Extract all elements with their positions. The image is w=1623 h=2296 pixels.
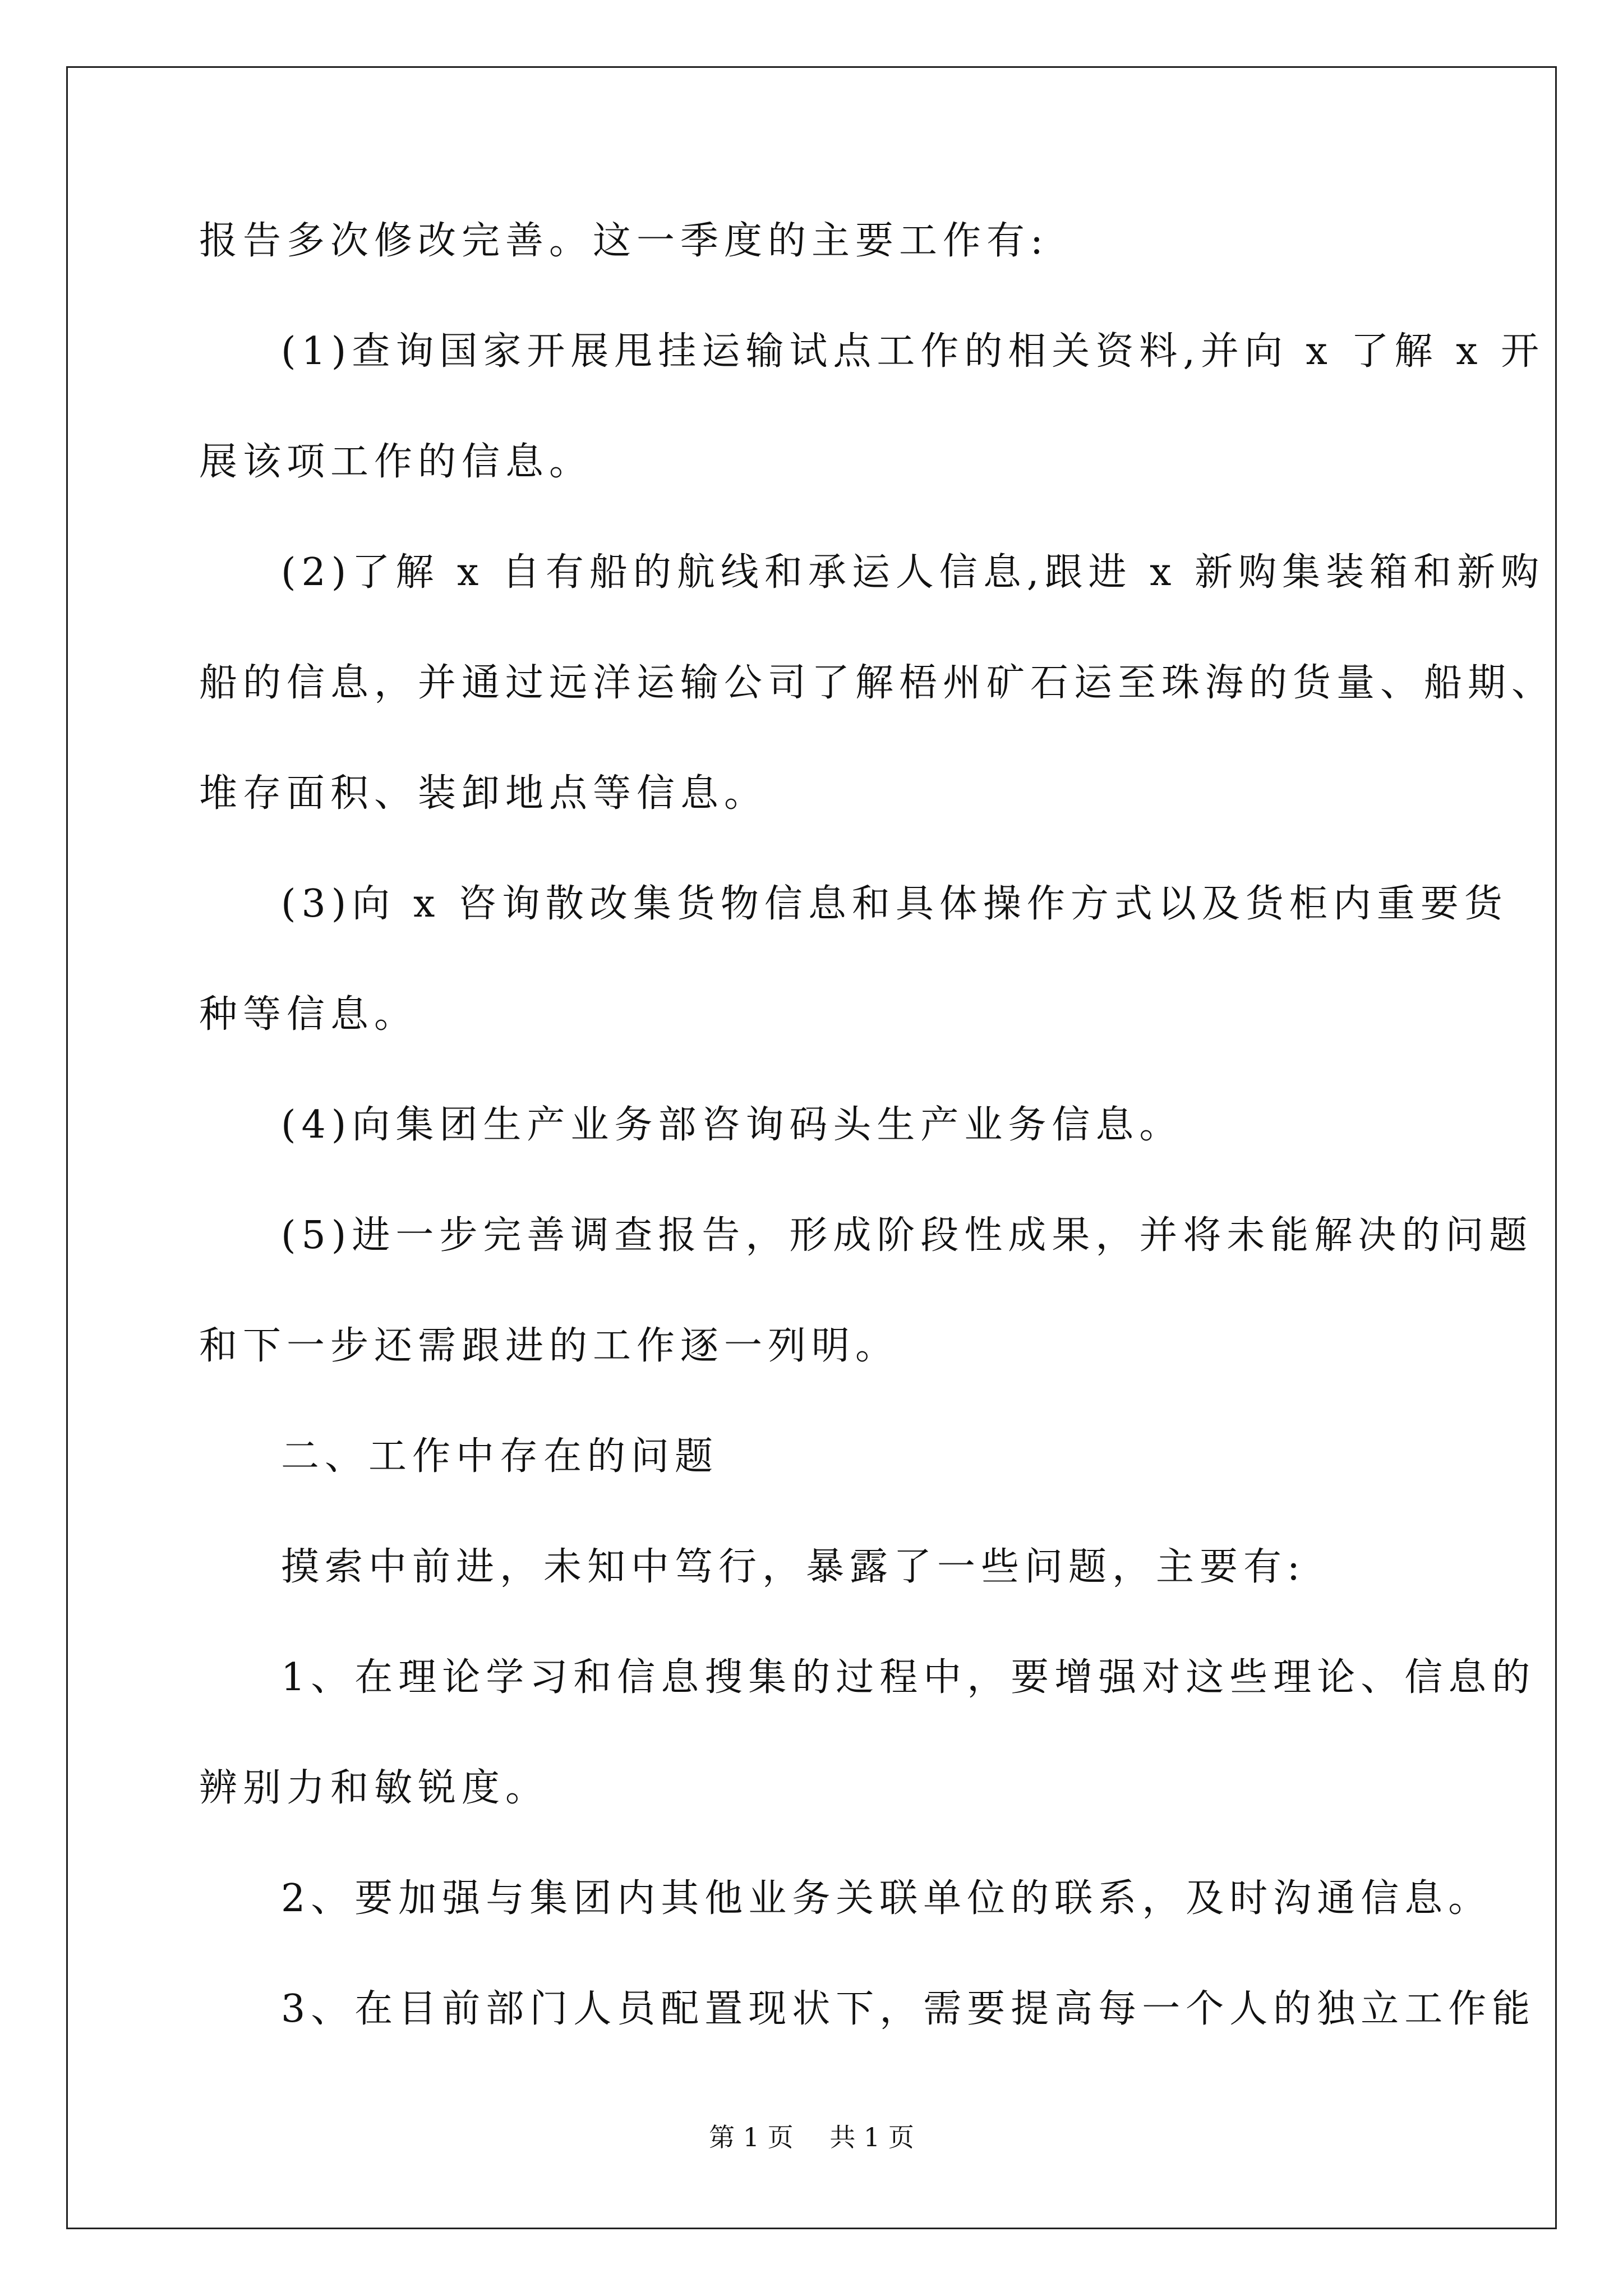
text-line: 3、在目前部门人员配置现状下，需要提高每一个人的独立工作能 — [281, 1987, 1536, 2031]
page-footer — [0, 2120, 1623, 2154]
document-body — [199, 213, 1556, 2092]
text-line: 1、在理论学习和信息搜集的过程中，要增强对这些理论、信息的 — [281, 1655, 1536, 1700]
text-line: 船的信息，并通过远洋运输公司了解梧州矿石运至珠海的货量、船期、 — [199, 661, 1556, 705]
text-line: 摸索中前进，未知中笃行，暴露了一些问题，主要有: — [281, 1545, 1306, 1589]
text-line: 报告多次修改完善。这一季度的主要工作有: — [199, 219, 1049, 263]
text-line: (4)向集团生产业务部咨询码头生产业务信息。 — [281, 1103, 1183, 1147]
section-heading: 二、工作中存在的问题 — [281, 1434, 719, 1479]
text-line: (3)向 x 咨询散改集货物信息和具体操作方式以及货柜内重要货 — [281, 882, 1508, 926]
text-line: 辨别力和敏锐度。 — [199, 1766, 550, 1810]
text-line: (1)查询国家开展甩挂运输试点工作的相关资料,并向 x 了解 x 开 — [281, 329, 1545, 374]
text-line: 和下一步还需跟进的工作逐一列明。 — [199, 1324, 900, 1368]
text-line: 2、要加强与集团内其他业务关联单位的联系，及时沟通信息。 — [281, 1876, 1492, 1921]
text-line: 堆存面积、装卸地点等信息。 — [199, 771, 768, 816]
page-number: 第 1 页 — [709, 2122, 794, 2152]
text-line: 展该项工作的信息。 — [199, 440, 593, 484]
page-total: 共 1 页 — [829, 2122, 914, 2152]
text-line: (5)进一步完善调查报告，形成阶段性成果，并将未能解决的问题 — [281, 1213, 1533, 1258]
text-line: 种等信息。 — [199, 992, 418, 1037]
text-line: (2)了解 x 自有船的航线和承运人信息,跟进 x 新购集装箱和新购 — [281, 550, 1545, 595]
